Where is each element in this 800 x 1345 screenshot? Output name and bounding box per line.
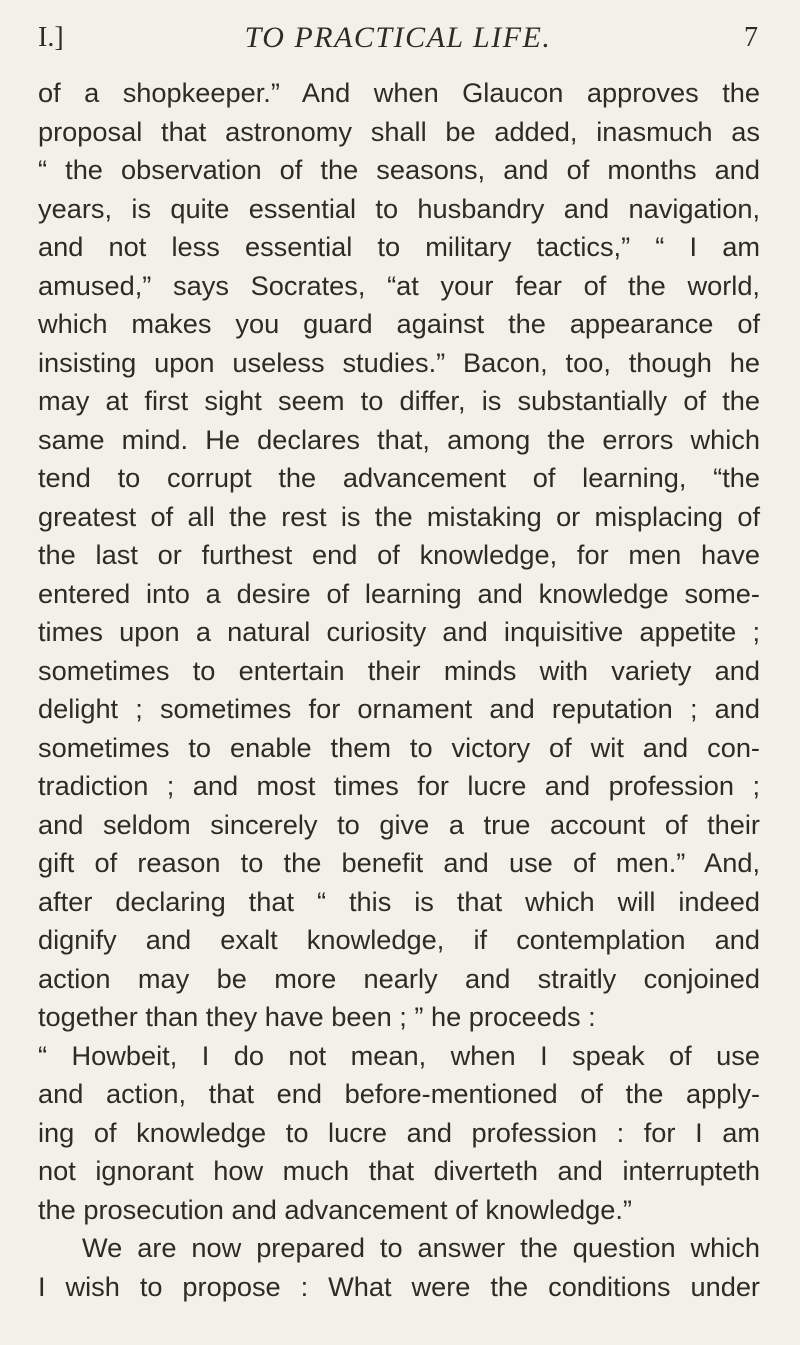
text-line: after declaring that “ this is that which will indeed [38, 885, 760, 917]
text-line: “ the observation of the seasons, and of months and [38, 154, 760, 185]
text-line: proposal that astronomy shall be added, inasmuch as [38, 115, 760, 147]
text-line: years, is quite essential to husbandry and navigation, [38, 192, 760, 224]
text-line: of a shopkeeper.” And when Glaucon approves the [38, 77, 760, 108]
text-line: together than they have been ; ” he proceeds : [38, 1001, 596, 1032]
text-line: entered into a desire of learning and knowledge some- [38, 577, 760, 609]
text-line: “ Howbeit, I do not mean, when I speak of use [38, 1039, 760, 1071]
text-line: dignify and exalt knowledge, if contemplation and [38, 924, 760, 955]
text-line: not ignorant how much that diverteth and interrupteth [38, 1155, 760, 1186]
text-line: insisting upon useless studies.” Bacon, too, though he [38, 346, 760, 378]
text-line: sometimes to enable them to victory of wit and con- [38, 731, 760, 763]
text-line: and seldom sincerely to give a true account of their [38, 808, 760, 840]
section-mark: I.] [38, 22, 64, 53]
text-line: We are now prepared to answer the question which [82, 1232, 760, 1263]
page-number: 7 [744, 22, 758, 53]
text-line: gift of reason to the benefit and use of men.” And, [38, 847, 760, 878]
text-line: delight ; sometimes for ornament and reputation ; and [38, 693, 760, 724]
running-title: TO PRACTICAL LIFE. [244, 21, 552, 54]
text-line: ing of knowledge to lucre and profession : for I am [38, 1116, 760, 1148]
text-line: the last or furthest end of knowledge, for men have [38, 539, 760, 570]
text-line: may at first sight seem to differ, is substantially of the [38, 385, 760, 416]
text-line: tradiction ; and most times for lucre and profession ; [38, 770, 760, 801]
text-line: the prosecution and advancement of knowledge.” [38, 1193, 632, 1225]
running-head [38, 16, 758, 60]
text-line: which makes you guard against the appearance of [38, 308, 760, 339]
text-line: amused,” says Socrates, “at your fear of the world, [38, 269, 760, 301]
text-line: tend to corrupt the advancement of learning, “the [38, 462, 760, 493]
text-line: same mind. He declares that, among the errors which [38, 423, 760, 455]
text-line: greatest of all the rest is the mistaking or misplacing of [38, 500, 760, 532]
text-line: action may be more nearly and straitly conjoined [38, 962, 760, 994]
text-line: times upon a natural curiosity and inquisitive appetite ; [38, 616, 760, 647]
text-line: sometimes to entertain their minds with variety and [38, 654, 760, 686]
text-line: and action, that end before-mentioned of the apply- [38, 1078, 760, 1109]
text-line: I wish to propose : What were the conditions under [38, 1270, 760, 1302]
body-text [38, 74, 760, 1306]
text-line: and not less essential to military tactics,” “ I am [38, 231, 760, 262]
